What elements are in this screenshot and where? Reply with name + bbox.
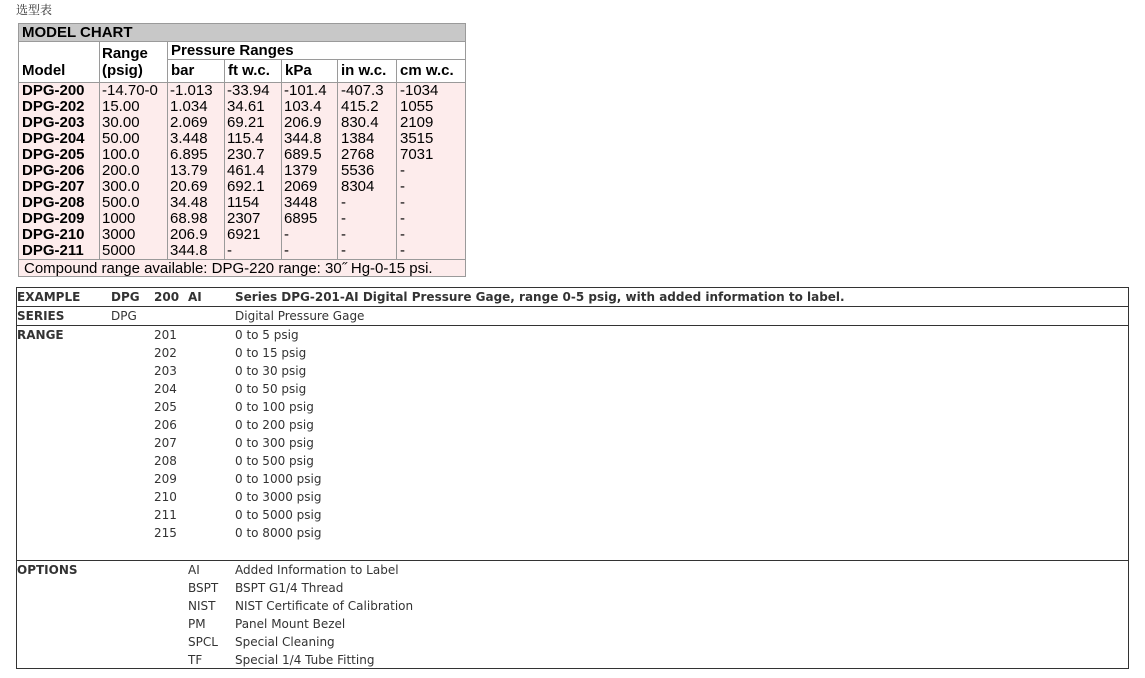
cell-kpa: 1379 [284,162,318,179]
cell-ft-wc: 692.1 [227,178,265,195]
header-pressure-ranges: Pressure Ranges [171,42,294,59]
cell-kpa: 6895 [284,210,318,227]
cell-kpa: - [284,242,289,259]
range-code: 202 [154,346,177,360]
options-label: OPTIONS [17,563,78,577]
option-description: Panel Mount Bezel [235,617,346,631]
option-description: Added Information to Label [235,563,399,577]
cell-ft-wc: 461.4 [227,162,265,179]
cell-kpa: 689.5 [284,146,322,163]
option-description: Special 1/4 Tube Fitting [235,653,375,667]
cell-range: 3000 [102,226,136,243]
example-series-code: DPG [111,290,140,304]
cell-range: 50.00 [102,130,140,147]
cell-in-wc: 415.2 [341,98,379,115]
header-divider [337,60,338,82]
range-code: 209 [154,472,177,486]
option-code: BSPT [188,581,219,595]
cell-bar: 20.69 [170,178,208,195]
cell-kpa: -101.4 [284,82,327,99]
order-code-table [16,287,1129,669]
header-model: Model [22,62,66,79]
header-divider [281,60,282,82]
cell-cm-wc: - [400,210,405,227]
cell-in-wc: 8304 [341,178,375,195]
header-divider [99,42,100,82]
model-chart-title: MODEL CHART [19,24,465,42]
header-cm-wc: cm w.c. [400,62,454,79]
cell-ft-wc: - [227,242,232,259]
cell-range: 300.0 [102,178,140,195]
cell-in-wc: - [341,194,346,211]
cell-ft-wc: 2307 [227,210,261,227]
model-chart [18,23,466,277]
table-row [19,163,465,179]
cell-ft-wc: 34.61 [227,98,265,115]
cell-bar: 68.98 [170,210,208,227]
range-label: RANGE [17,328,64,342]
cell-cm-wc: - [400,226,405,243]
cell-kpa: 2069 [284,178,318,195]
option-code: TF [188,653,203,667]
cell-in-wc: 1384 [341,130,375,147]
example-range-code: 200 [154,290,180,304]
cell-model: DPG-203 [22,114,85,131]
cell-kpa: - [284,226,289,243]
cell-model: DPG-204 [22,130,85,147]
series-description: Digital Pressure Gage [235,309,365,323]
table-row [19,99,465,115]
option-code: NIST [188,599,216,613]
cell-bar: 206.9 [170,226,208,243]
range-description: 0 to 3000 psig [235,490,322,504]
table-row [19,211,465,227]
model-chart-header [19,42,465,83]
cell-range: 15.00 [102,98,140,115]
table-row [19,131,465,147]
option-code: SPCL [188,635,218,649]
range-code: 206 [154,418,177,432]
table-row [19,243,465,259]
header-range-unit: (psig) [102,62,143,79]
range-code: 215 [154,526,177,540]
range-description: 0 to 15 psig [235,346,307,360]
range-description: 0 to 5000 psig [235,508,322,522]
cell-kpa: 103.4 [284,98,322,115]
range-description: 0 to 5 psig [235,328,299,342]
table-row [19,147,465,163]
range-description: 0 to 200 psig [235,418,314,432]
cell-cm-wc: 3515 [400,130,434,147]
option-code: PM [188,617,206,631]
cell-bar: 2.069 [170,114,208,131]
cell-kpa: 344.8 [284,130,322,147]
cell-bar: 6.895 [170,146,208,163]
cell-ft-wc: 115.4 [227,130,264,147]
range-code: 211 [154,508,177,522]
cell-cm-wc: - [400,162,405,179]
model-chart-body [19,83,465,259]
cell-range: 5000 [102,242,136,259]
range-description: 0 to 300 psig [235,436,314,450]
example-description: Series DPG-201-AI Digital Pressure Gage, range 0-5 psig, with added information to label. [235,290,845,304]
cell-cm-wc: - [400,242,405,259]
series-code: DPG [111,309,137,323]
cell-cm-wc: - [400,194,405,211]
cell-ft-wc: -33.94 [227,82,270,99]
range-description: 0 to 8000 psig [235,526,322,540]
cell-in-wc: - [341,210,346,227]
cell-cm-wc: 1055 [400,98,434,115]
cell-bar: 344.8 [170,242,208,259]
cell-cm-wc: 2109 [400,114,434,131]
header-kpa: kPa [285,62,312,79]
cell-range: -14.70-0 [102,82,158,99]
cell-kpa: 206.9 [284,114,322,131]
header-divider [224,60,225,82]
model-chart-footnote: Compound range available: DPG-220 range: 30˝ Hg-0-15 psi. [19,259,465,276]
header-divider [167,42,168,82]
cell-range: 1000 [102,210,136,227]
example-label: EXAMPLE [17,290,81,304]
header-divider [396,60,397,82]
cell-model: DPG-211 [22,242,84,259]
row-divider [17,306,1128,307]
cell-bar: 1.034 [170,98,208,115]
cell-bar: 34.48 [170,194,208,211]
option-code: AI [188,563,200,577]
range-code: 210 [154,490,177,504]
cell-cm-wc: -1034 [400,82,439,99]
cell-model: DPG-200 [22,82,85,99]
option-description: Special Cleaning [235,635,335,649]
cell-bar: 13.79 [170,162,208,179]
cell-model: DPG-202 [22,98,85,115]
range-description: 0 to 500 psig [235,454,314,468]
table-row [19,179,465,195]
cell-bar: 3.448 [170,130,208,147]
table-row [19,115,465,131]
cell-ft-wc: 230.7 [227,146,265,163]
range-code: 207 [154,436,177,450]
range-code: 203 [154,364,177,378]
cell-cm-wc: 7031 [400,146,434,163]
range-code: 205 [154,400,177,414]
cell-in-wc: 5536 [341,162,375,179]
cell-in-wc: 830.4 [341,114,379,131]
cell-model: DPG-206 [22,162,85,179]
option-description: BSPT G1/4 Thread [235,581,344,595]
page-title: 选型表 [16,3,53,17]
cell-range: 100.0 [102,146,140,163]
cell-range: 200.0 [102,162,140,179]
table-row [19,195,465,211]
header-in-wc: in w.c. [341,62,387,79]
table-row [19,83,465,99]
cell-cm-wc: - [400,178,405,195]
cell-model: DPG-205 [22,146,85,163]
cell-model: DPG-209 [22,210,85,227]
row-divider [17,325,1128,326]
cell-ft-wc: 69.21 [227,114,265,131]
cell-in-wc: 2768 [341,146,375,163]
cell-bar: -1.013 [170,82,213,99]
header-range: Range [102,45,148,62]
cell-model: DPG-207 [22,178,85,195]
cell-in-wc: - [341,226,346,243]
cell-model: DPG-210 [22,226,85,243]
cell-range: 500.0 [102,194,140,211]
range-code: 201 [154,328,177,342]
header-bar: bar [171,62,195,79]
example-option-code: AI [188,290,202,304]
range-code: 204 [154,382,177,396]
cell-ft-wc: 1154 [227,194,260,211]
header-divider [167,59,465,60]
range-description: 0 to 1000 psig [235,472,322,486]
cell-ft-wc: 6921 [227,226,261,243]
range-code: 208 [154,454,177,468]
range-description: 0 to 30 psig [235,364,307,378]
cell-model: DPG-208 [22,194,85,211]
header-ft-wc: ft w.c. [228,62,270,79]
cell-range: 30.00 [102,114,140,131]
option-description: NIST Certificate of Calibration [235,599,414,613]
cell-kpa: 3448 [284,194,318,211]
range-description: 0 to 50 psig [235,382,307,396]
row-divider [17,560,1128,561]
cell-in-wc: - [341,242,346,259]
series-label: SERIES [17,309,65,323]
cell-in-wc: -407.3 [341,82,384,99]
range-description: 0 to 100 psig [235,400,314,414]
table-row [19,227,465,243]
